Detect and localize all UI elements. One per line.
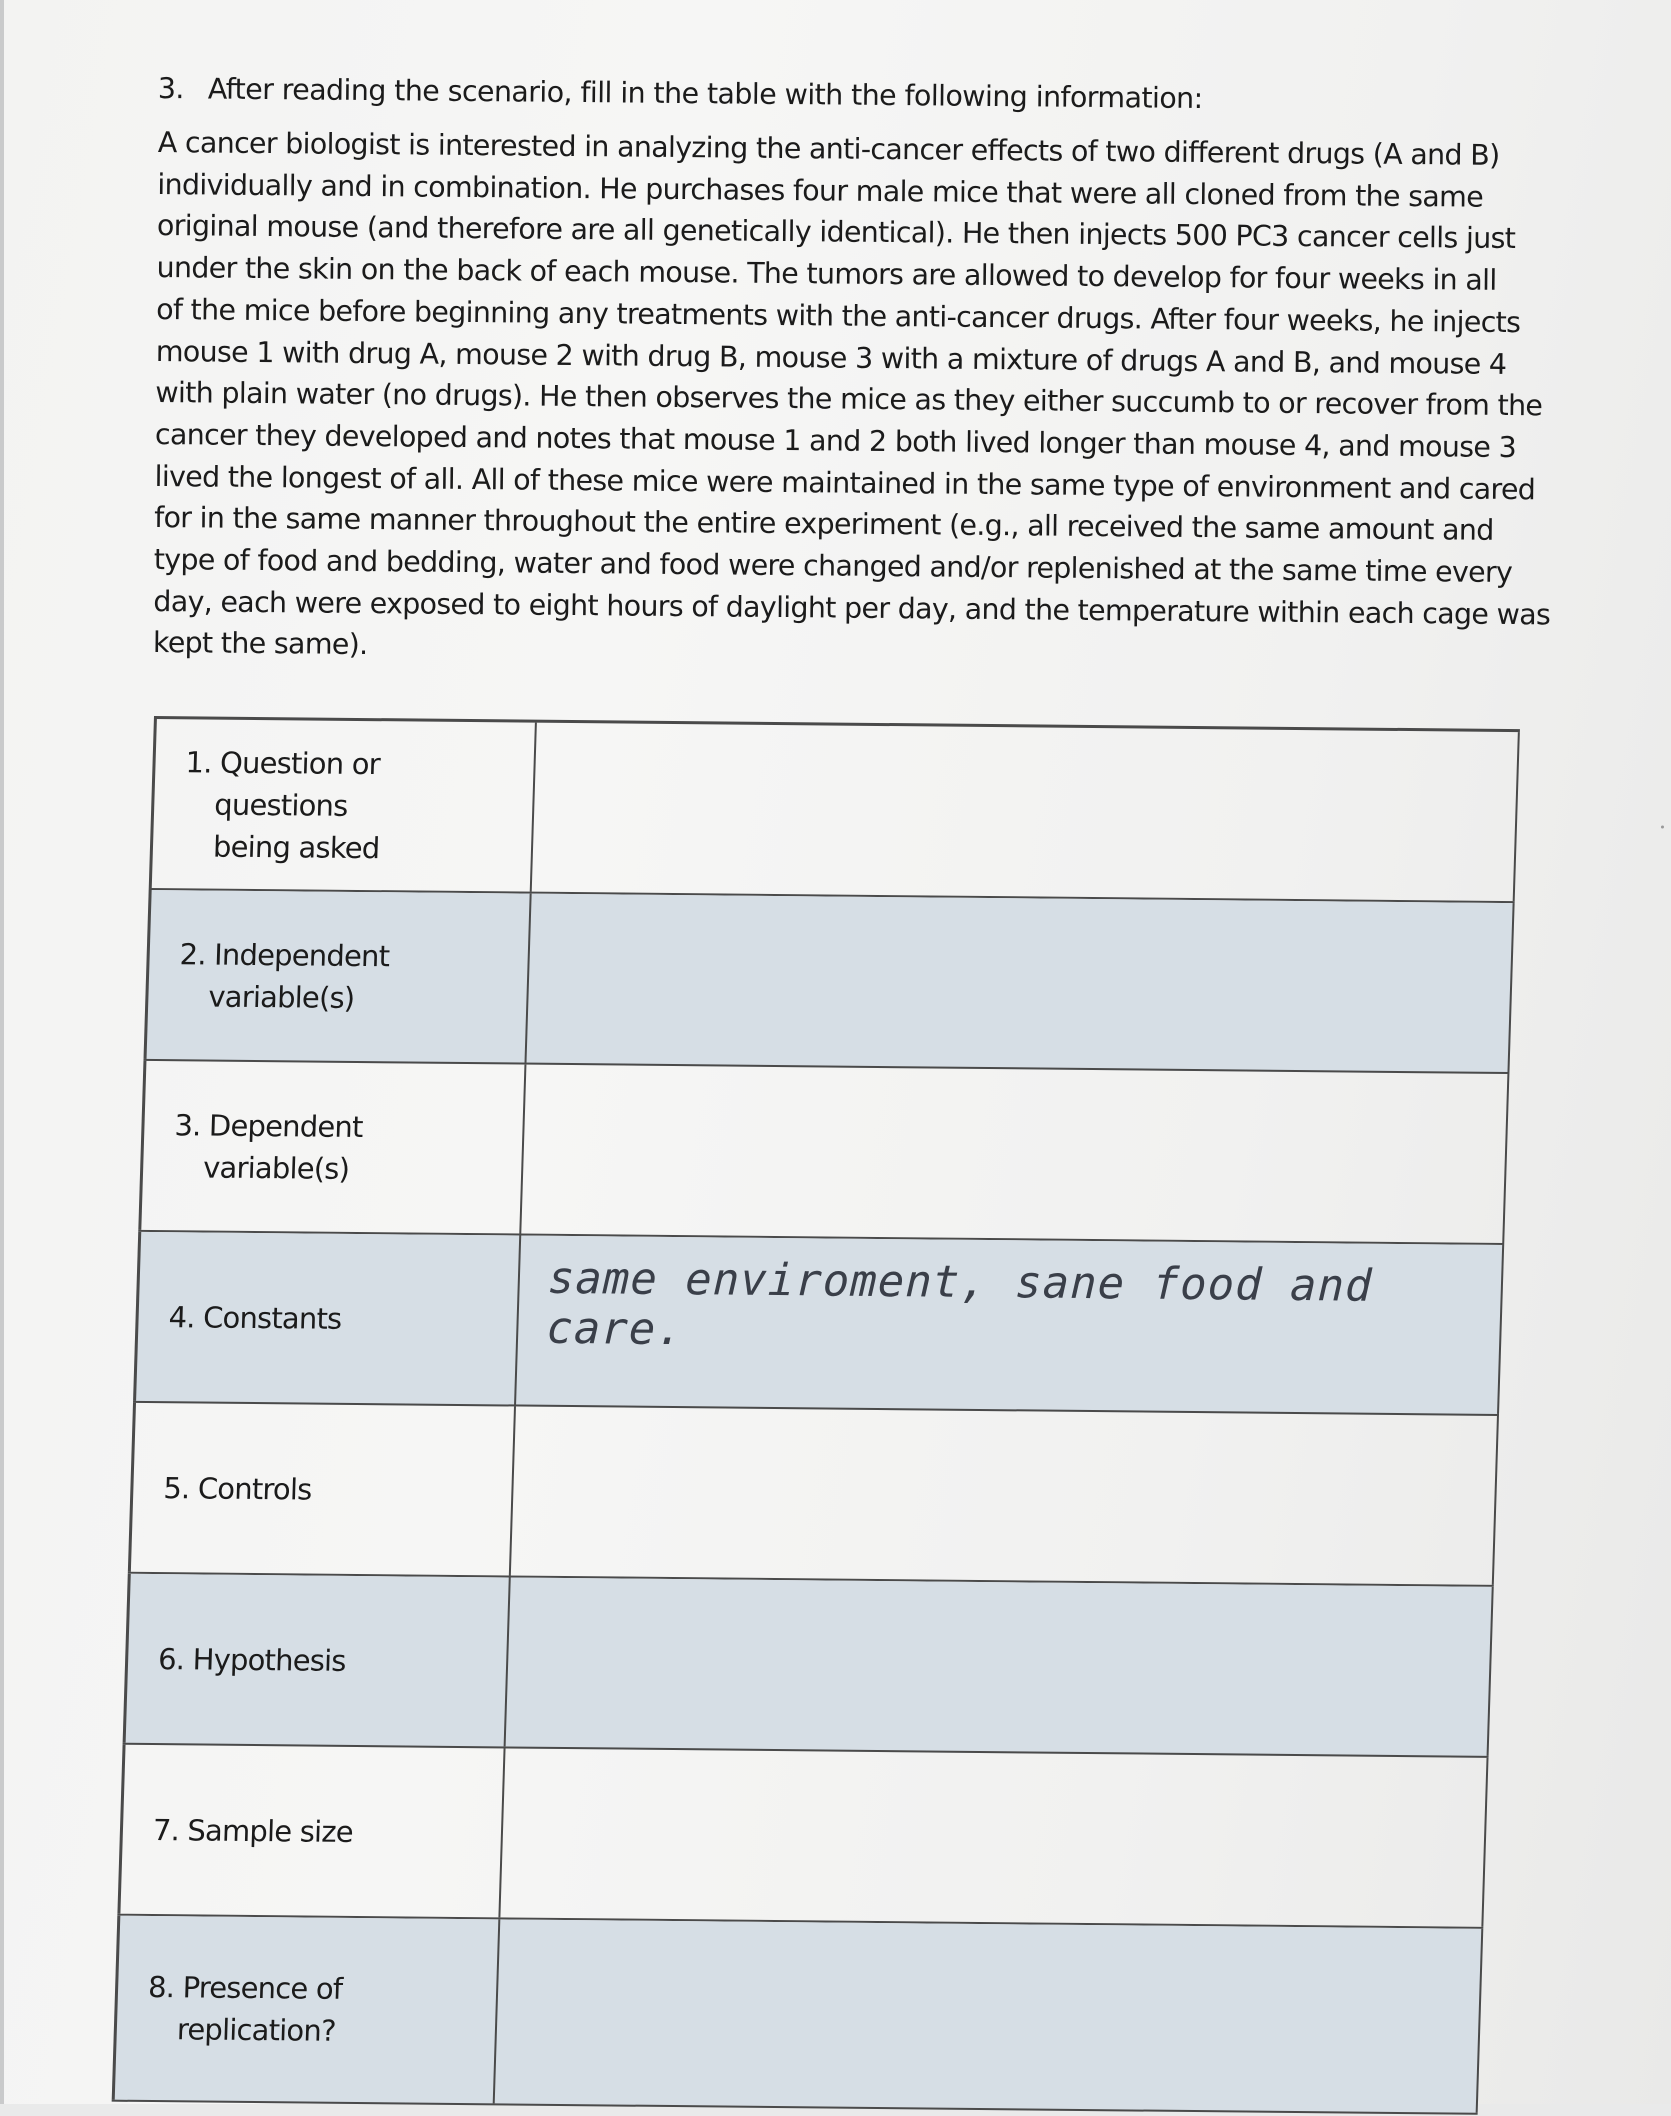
answer-cell-replication[interactable]: [495, 1919, 1484, 2112]
scenario-line: kept the same).: [152, 626, 368, 662]
scenario-line: cancer they developed and notes that mouse 1 and 2 both lived longer than mouse 4, and mouse 3: [154, 417, 1517, 464]
table-row-hypothesis: [123, 1574, 1494, 1758]
row-label: [128, 1403, 516, 1576]
scenario-line: individually and in combination. He purchases four male mice that were all cloned from the same: [157, 167, 1484, 214]
row-label-text: 8. Presence of replication?: [147, 1970, 343, 2048]
row-label-text: 5. Controls: [162, 1470, 312, 1507]
row-label-text: 6. Hypothesis: [157, 1641, 347, 1678]
answer-cell-hypothesis[interactable]: [506, 1577, 1494, 1755]
scenario-line: A cancer biologist is interested in analyzing the anti-cancer effects of two different drugs (A and B): [157, 125, 1500, 172]
answer-cell-question[interactable]: [532, 723, 1520, 901]
row-label: [138, 1061, 526, 1234]
row-label-text: 2. Independent variable(s): [179, 936, 390, 1015]
row-label: [133, 1232, 521, 1405]
scenario-line: of the mice before beginning any treatments with the anti-cancer drugs. After four weeks, he injects: [156, 292, 1521, 339]
row-label: [117, 1745, 505, 1918]
page-edge: [0, 0, 4, 2104]
answer-cell-independent[interactable]: [527, 894, 1515, 1072]
scenario-line: day, each were exposed to eight hours of daylight per day, and the temperature within each cage was: [153, 584, 1551, 632]
scenario-line: original mouse (and therefore are all genetically identical). He then injects 500 PC3 cancer cells just: [156, 209, 1516, 256]
row-label-text: 3. Dependent variable(s): [174, 1107, 364, 1186]
answer-cell-sample-size[interactable]: [500, 1748, 1488, 1926]
scenario-line: mouse 1 with drug A, mouse 2 with drug B, mouse 3 with a mixture of drugs A and B, and mouse 4: [155, 334, 1507, 381]
answer-table: [112, 716, 1520, 2115]
scenario-line: for in the same manner throughout the entire experiment (e.g., all received the same amount and: [154, 501, 1494, 548]
scenario-paragraph: [152, 122, 1551, 677]
table-row-question: [149, 719, 1520, 903]
scenario-line: with plain water (no drugs). He then observes the mice as they either succumb to or recover from the: [155, 376, 1543, 423]
table-row-sample-size: [117, 1745, 1488, 1929]
table-row-constants: [133, 1232, 1504, 1416]
pencil-mark: [1661, 825, 1664, 828]
row-label: [112, 1916, 501, 2104]
handwritten-answer: same enviroment, sane food and care.: [545, 1252, 1374, 1356]
table-row-replication: [112, 1916, 1484, 2115]
row-label: [144, 890, 532, 1063]
table-row-independent: [143, 890, 1514, 1074]
row-label: [149, 719, 537, 892]
row-label-text: 7. Sample size: [152, 1812, 354, 1849]
question-number: 3.: [157, 72, 184, 106]
answer-cell-constants[interactable]: [516, 1236, 1504, 1414]
answer-cell-dependent[interactable]: [521, 1065, 1509, 1243]
row-label: [123, 1574, 511, 1747]
scenario-line: under the skin on the back of each mouse. The tumors are allowed to develop for four weeks in all: [156, 251, 1497, 297]
table-row-controls: [128, 1403, 1499, 1587]
scenario-line: type of food and bedding, water and food were changed and/or replenished at the same time every: [153, 543, 1513, 590]
row-label-text: 4. Constants: [168, 1299, 342, 1336]
scenario-line: lived the longest of all. All of these mice were maintained in the same type of environment and cared: [154, 459, 1536, 506]
answer-cell-controls[interactable]: [511, 1407, 1499, 1585]
question-heading: [158, 72, 1558, 118]
question-text: After reading the scenario, fill in the table with the following information:: [207, 72, 1203, 116]
row-label-text: 1. Question or questions being asked: [185, 744, 381, 865]
table-row-dependent: [138, 1061, 1509, 1245]
